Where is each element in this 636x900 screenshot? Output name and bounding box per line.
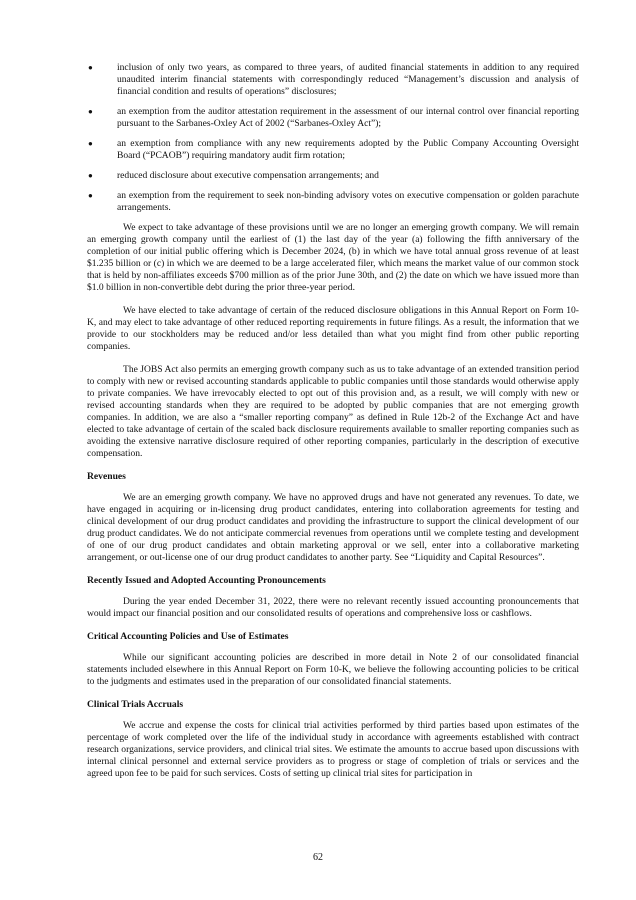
bullet-icon: ● [88, 191, 93, 200]
heading-clinical-trials-accruals: Clinical Trials Accruals [87, 699, 184, 710]
bullet-icon: ● [88, 139, 93, 148]
heading-accounting-pronouncements: Recently Issued and Adopted Accounting Pronouncements [87, 575, 326, 586]
bullet-text: an exemption from the auditor attestation requirement in the assessment of our internal control over financial reporting pursuant to the Sarbanes-Oxley Act of 2002 (“Sarbanes-Oxley Act”); [117, 106, 579, 129]
bullet-icon: ● [88, 171, 93, 180]
document-page [87, 62, 579, 791]
paragraph-jobs-act: The JOBS Act also permits an emerging growth company such as us to take advantage of an extended transition period to comply with new or revised accounting standards applicable to public companies until those standards would otherwise apply to private companies. We have irrevocably elected to opt out of this provision and, as a result, we will comply with new or revised accounting standards when they are required to be adopted by public companies that are not emerging growth companies. In addition, we are also a “smaller reporting company” as defined in Rule 12b-2 of the Exchange Act and have elected to take advantage of certain of the scaled back disclosure requirements available to smaller reporting companies such as avoiding the extensive narrative disclosure required of other reporting companies, particularly in the description of executive compensation. [87, 364, 579, 459]
paragraph-accounting-pronouncements: During the year ended December 31, 2022, there were no relevant recently issued accounting pronouncements that would impact our financial position and our consolidated results of operations and comprehensive loss or cashflows. [87, 596, 579, 619]
bullet-text: inclusion of only two years, as compared to three years, of audited financial statements in addition to any required unaudited interim financial statements with correspondingly reduced “Management’s discussion and analysis of financial condition and results of operations” disclosures; [117, 62, 579, 97]
bullet-icon: ● [88, 63, 93, 72]
bullet-item [87, 62, 579, 98]
bullet-item [87, 138, 579, 162]
paragraph-revenues: We are an emerging growth company. We have no approved drugs and have not generated any revenues. To date, we have engaged in acquiring or in-licensing drug product candidates, entering into collaboration agreements for testing and clinical development of our drug product candidates and providing the infrastructure to support the clinical development of our drug product candidates. We do not anticipate commercial revenues from operations until we complete testing and development of one of our drug product candidates and obtain marketing approval or we sell, enter into a collaborative marketing arrangement, or out-license one of our drug product candidates to another party. See “Liquidity and Capital Resources”. [87, 492, 579, 563]
bullet-text: an exemption from compliance with any new requirements adopted by the Public Company Accounting Oversight Board (“PCAOB”) requiring mandatory audit firm rotation; [117, 138, 579, 161]
bullet-text: reduced disclosure about executive compensation arrangements; and [117, 170, 379, 181]
paragraph-clinical-trials-accruals: We accrue and expense the costs for clinical trial activities performed by third parties based upon estimates of the percentage of work completed over the life of the individual study in accordance with agreements established with contract research organizations, service providers, and clinical trial sites. We estimate the amounts to accrue based upon discussions with internal clinical personnel and external service providers as to progress or stage of completion of trials or services and the agreed upon fee to be paid for such services. Costs of setting up clinical trial sites for participation in [87, 720, 579, 779]
bullet-item [87, 190, 579, 214]
paragraph-reduced-disclosure: We have elected to take advantage of certain of the reduced disclosure obligations in this Annual Report on Form 10-K, and may elect to take advantage of other reduced reporting requirements in future filings. As a result, the information that we provide to our stockholders may be reduced and/or less detailed than what you might find from other public reporting companies. [87, 305, 579, 352]
bullet-item [87, 106, 579, 130]
bullet-list [87, 62, 579, 214]
page-number: 62 [313, 852, 323, 863]
bullet-text: an exemption from the requirement to seek non-binding advisory votes on executive compensation or golden parachute arrangements. [117, 190, 579, 213]
paragraph-emerging-growth: We expect to take advantage of these provisions until we are no longer an emerging growth company. We will remain an emerging growth company until the earliest of (1) the last day of the year (a) following the fifth anniversary of the completion of our initial public offering which is December 2024, (b) in which we have total annual gross revenue of at least $1.235 billion or (c) in which we are deemed to be a large accelerated filer, which means the market value of our common stock that is held by non-affiliates exceeds $700 million as of the prior June 30th, and (2) the date on which we have issued more than $1.0 billion in non-convertible debt during the prior three-year period. [87, 222, 579, 293]
bullet-icon: ● [88, 107, 93, 116]
heading-revenues: Revenues [87, 471, 126, 482]
paragraph-critical-policies: While our significant accounting policies are described in more detail in Note 2 of our consolidated financial statements included elsewhere in this Annual Report on Form 10-K, we believe the following accounting policies to be critical to the judgments and estimates used in the preparation of our consolidated financial statements. [87, 652, 579, 687]
bullet-item [87, 170, 579, 182]
heading-critical-policies: Critical Accounting Policies and Use of Estimates [87, 631, 289, 642]
